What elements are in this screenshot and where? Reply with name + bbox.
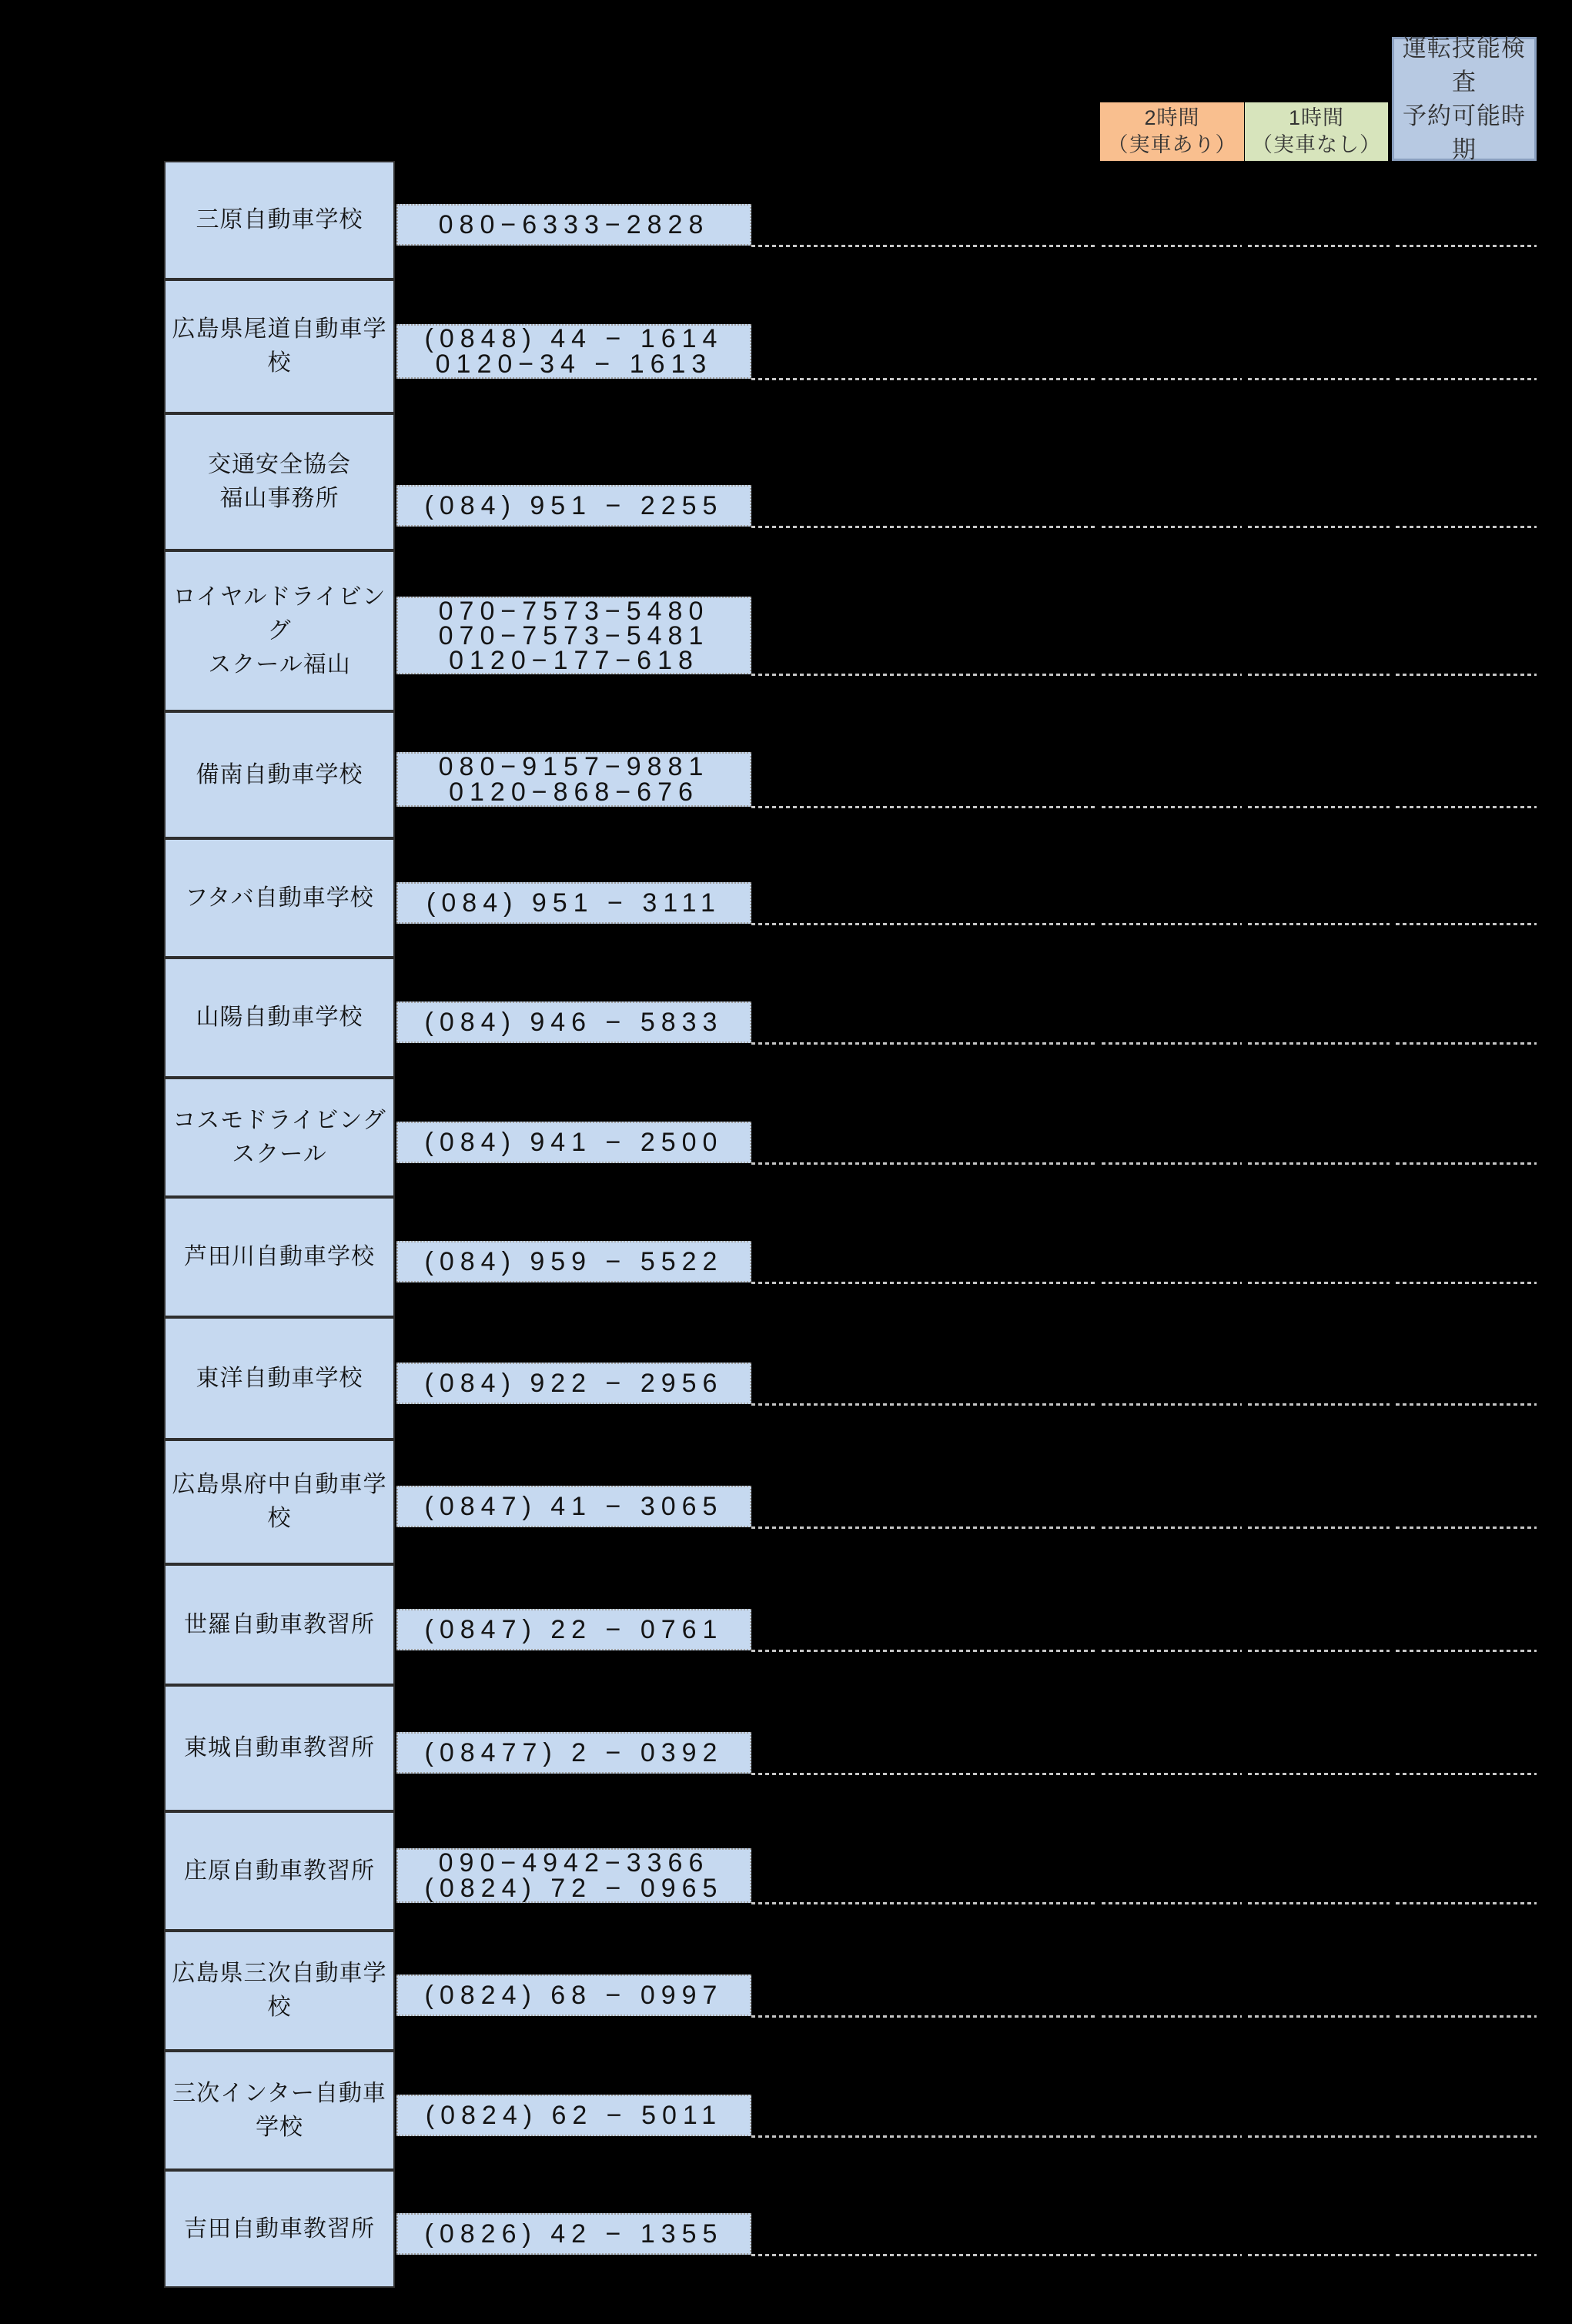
row-grid-line	[751, 2254, 1097, 2256]
phone-number: (084) 959 − 5522	[424, 1247, 724, 1276]
row-grid-line	[751, 378, 1097, 380]
school-name: 広島県尾道自動車学校	[172, 316, 387, 376]
school-name-cell	[164, 413, 395, 550]
row-grid-line	[751, 1902, 1097, 1904]
school-name-cell	[164, 838, 395, 958]
phone-number: (0848) 44 − 1614	[424, 323, 724, 353]
row-grid-line	[1248, 1282, 1390, 1284]
row-grid-line	[1396, 1526, 1537, 1529]
school-name: 三次インター自動車学校	[172, 2080, 386, 2140]
row-grid-line	[1248, 245, 1390, 247]
school-name-cell	[164, 2051, 395, 2170]
phone-cell	[396, 324, 751, 379]
school-name-cell	[164, 1317, 395, 1440]
row-grid-line	[1102, 2015, 1242, 2018]
phone-number: 090−4942−3366	[438, 1847, 710, 1878]
school-name: 三原自動車学校	[196, 207, 363, 232]
school-name: 東洋自動車学校	[196, 1365, 363, 1391]
row-grid-line	[751, 2135, 1097, 2138]
phone-cell	[396, 1122, 751, 1163]
row-grid-line	[1248, 1650, 1390, 1652]
school-name-cell	[164, 550, 395, 711]
school-name-cell	[164, 161, 395, 279]
row-grid-line	[1248, 526, 1390, 528]
phone-number: (0847) 41 − 3065	[424, 1492, 724, 1521]
row-grid-line	[1248, 2254, 1390, 2256]
school-name-cell	[164, 1564, 395, 1685]
phone-cell	[396, 2213, 751, 2255]
reservation-period-line1: 運転技能検査	[1403, 34, 1526, 95]
school-name-cell	[164, 958, 395, 1078]
row-grid-line	[1102, 378, 1242, 380]
school-name: 広島県府中自動車学校	[172, 1472, 387, 1531]
phone-cell	[396, 752, 751, 807]
row-grid-line	[751, 1403, 1097, 1406]
row-grid-line	[1248, 806, 1390, 808]
row-grid-line	[1396, 526, 1537, 528]
school-name-cell	[164, 1931, 395, 2051]
school-name: 東城自動車教習所	[184, 1735, 375, 1761]
row-grid-line	[1396, 378, 1537, 380]
school-name: 広島県三次自動車学校	[172, 1961, 387, 2020]
school-name: フタバ自動車学校	[185, 884, 374, 911]
row-grid-line	[1102, 1403, 1242, 1406]
reservation-period-header	[1392, 34, 1537, 163]
row-grid-line	[751, 1282, 1097, 1284]
row-grid-line	[1396, 1902, 1537, 1904]
row-grid-line	[1102, 526, 1242, 528]
row-grid-line	[1396, 245, 1537, 247]
school-name: 備南自動車学校	[196, 761, 363, 787]
row-grid-line	[1102, 2254, 1242, 2256]
phone-cell	[396, 204, 751, 246]
row-grid-line	[1396, 1162, 1537, 1165]
row-grid-line	[1248, 2135, 1390, 2138]
school-name: 芦田川自動車学校	[184, 1244, 375, 1269]
header-2hour-line1: 2時間	[1144, 106, 1200, 129]
row-grid-line	[1248, 1526, 1390, 1529]
row-grid-line	[1248, 674, 1390, 676]
phone-cell	[396, 1363, 751, 1404]
header-1hour-line1: 1時間	[1288, 106, 1345, 129]
row-grid-line	[1102, 2135, 1242, 2138]
phone-number: (0826) 42 − 1355	[424, 2219, 724, 2249]
header-1hour-cell	[1245, 102, 1388, 161]
phone-cell	[396, 1001, 751, 1043]
row-grid-line	[751, 2015, 1097, 2018]
row-grid-line	[1396, 2015, 1537, 2018]
header-2hour-line2: （実車あり）	[1107, 133, 1237, 156]
row-grid-line	[1396, 1650, 1537, 1652]
row-grid-line	[1248, 1042, 1390, 1045]
phone-number: 080−6333−2828	[438, 210, 710, 239]
row-grid-line	[1102, 1773, 1242, 1775]
school-name: スクール	[232, 1141, 327, 1167]
school-name-cell	[164, 1811, 395, 1931]
row-grid-line	[1396, 2254, 1537, 2256]
phone-cell	[396, 1241, 751, 1282]
row-grid-line	[1102, 1282, 1242, 1284]
school-name-cell	[164, 1440, 395, 1564]
phone-number: (0824) 68 − 0997	[424, 1981, 724, 2010]
row-grid-line	[751, 806, 1097, 808]
row-grid-line	[1102, 1042, 1242, 1045]
row-grid-line	[1396, 674, 1537, 676]
school-name-cell	[164, 1685, 395, 1811]
row-grid-line	[751, 526, 1097, 528]
phone-number: (0847) 22 − 0761	[424, 1615, 724, 1644]
phone-cell	[396, 1609, 751, 1650]
row-grid-line	[1248, 1773, 1390, 1775]
row-grid-line	[1396, 2135, 1537, 2138]
phone-cell	[396, 597, 751, 674]
phone-number: 080−9157−9881	[438, 751, 710, 781]
header-2hour-cell	[1100, 102, 1244, 161]
school-name-cell	[164, 1078, 395, 1197]
row-grid-line	[1102, 1162, 1242, 1165]
phone-number: (0824) 62 − 5011	[425, 2101, 723, 2130]
row-grid-line	[1396, 806, 1537, 808]
row-grid-line	[1396, 1042, 1537, 1045]
phone-number: (084) 922 − 2956	[424, 1369, 724, 1398]
reservation-period-line2: 予約可能時期	[1403, 102, 1526, 163]
row-grid-line	[1396, 1773, 1537, 1775]
phone-number: (0824) 72 − 0965	[424, 1873, 724, 1903]
school-name: 庄原自動車教習所	[184, 1858, 375, 1884]
phone-cell	[396, 882, 751, 924]
school-name: 福山事務所	[219, 486, 339, 511]
school-name: 交通安全協会	[208, 452, 351, 477]
school-name-cell	[164, 2170, 395, 2288]
phone-number: 0120−868−676	[449, 777, 699, 807]
phone-number: (084) 946 − 5833	[424, 1008, 724, 1037]
phone-cell	[396, 2095, 751, 2136]
header-1hour-line2: （実車なし）	[1252, 133, 1381, 156]
phone-number: 070−7573−5481	[438, 620, 710, 650]
phone-number: (08477) 2 − 0392	[424, 1738, 724, 1767]
row-grid-line	[1396, 1282, 1537, 1284]
row-grid-line	[1102, 245, 1242, 247]
row-grid-line	[751, 1526, 1097, 1529]
row-grid-line	[1396, 1403, 1537, 1406]
row-grid-line	[1102, 1902, 1242, 1904]
phone-cell	[396, 1975, 751, 2016]
phone-cell	[396, 1848, 751, 1903]
school-name: ロイヤルドライビング	[172, 584, 386, 644]
phone-number: (084) 941 − 2500	[424, 1128, 724, 1157]
row-grid-line	[1248, 923, 1390, 925]
row-grid-line	[1102, 1526, 1242, 1529]
row-grid-line	[1248, 1902, 1390, 1904]
row-grid-line	[1248, 1403, 1390, 1406]
row-grid-line	[751, 674, 1097, 676]
phone-cell	[396, 1732, 751, 1774]
row-grid-line	[1248, 1162, 1390, 1165]
school-name: スクール福山	[208, 651, 351, 677]
phone-number: 0120−34 − 1613	[435, 349, 713, 379]
row-grid-line	[751, 1162, 1097, 1165]
row-grid-line	[1396, 923, 1537, 925]
school-name-cell	[164, 711, 395, 838]
row-grid-line	[751, 1650, 1097, 1652]
row-grid-line	[1102, 1650, 1242, 1652]
row-grid-line	[1102, 674, 1242, 676]
phone-number: 0120−177−618	[449, 645, 699, 675]
row-grid-line	[751, 245, 1097, 247]
phone-number: (084) 951 − 2255	[424, 491, 724, 520]
phone-number: 070−7573−5480	[438, 596, 710, 626]
phone-number: (084) 951 − 3111	[426, 888, 721, 918]
phone-cell	[396, 1486, 751, 1527]
school-name: 山陽自動車学校	[196, 1005, 363, 1030]
school-name: 世羅自動車教習所	[184, 1611, 375, 1637]
school-name-cell	[164, 1197, 395, 1317]
school-name: コスモドライビング	[172, 1107, 386, 1133]
row-grid-line	[1248, 378, 1390, 380]
row-grid-line	[751, 1042, 1097, 1045]
school-name-cell	[164, 279, 395, 413]
row-grid-line	[751, 923, 1097, 925]
row-grid-line	[1102, 923, 1242, 925]
row-grid-line	[1248, 2015, 1390, 2018]
row-grid-line	[751, 1773, 1097, 1775]
phone-cell	[396, 485, 751, 527]
school-name: 吉田自動車教習所	[184, 2215, 375, 2242]
row-grid-line	[1102, 806, 1242, 808]
